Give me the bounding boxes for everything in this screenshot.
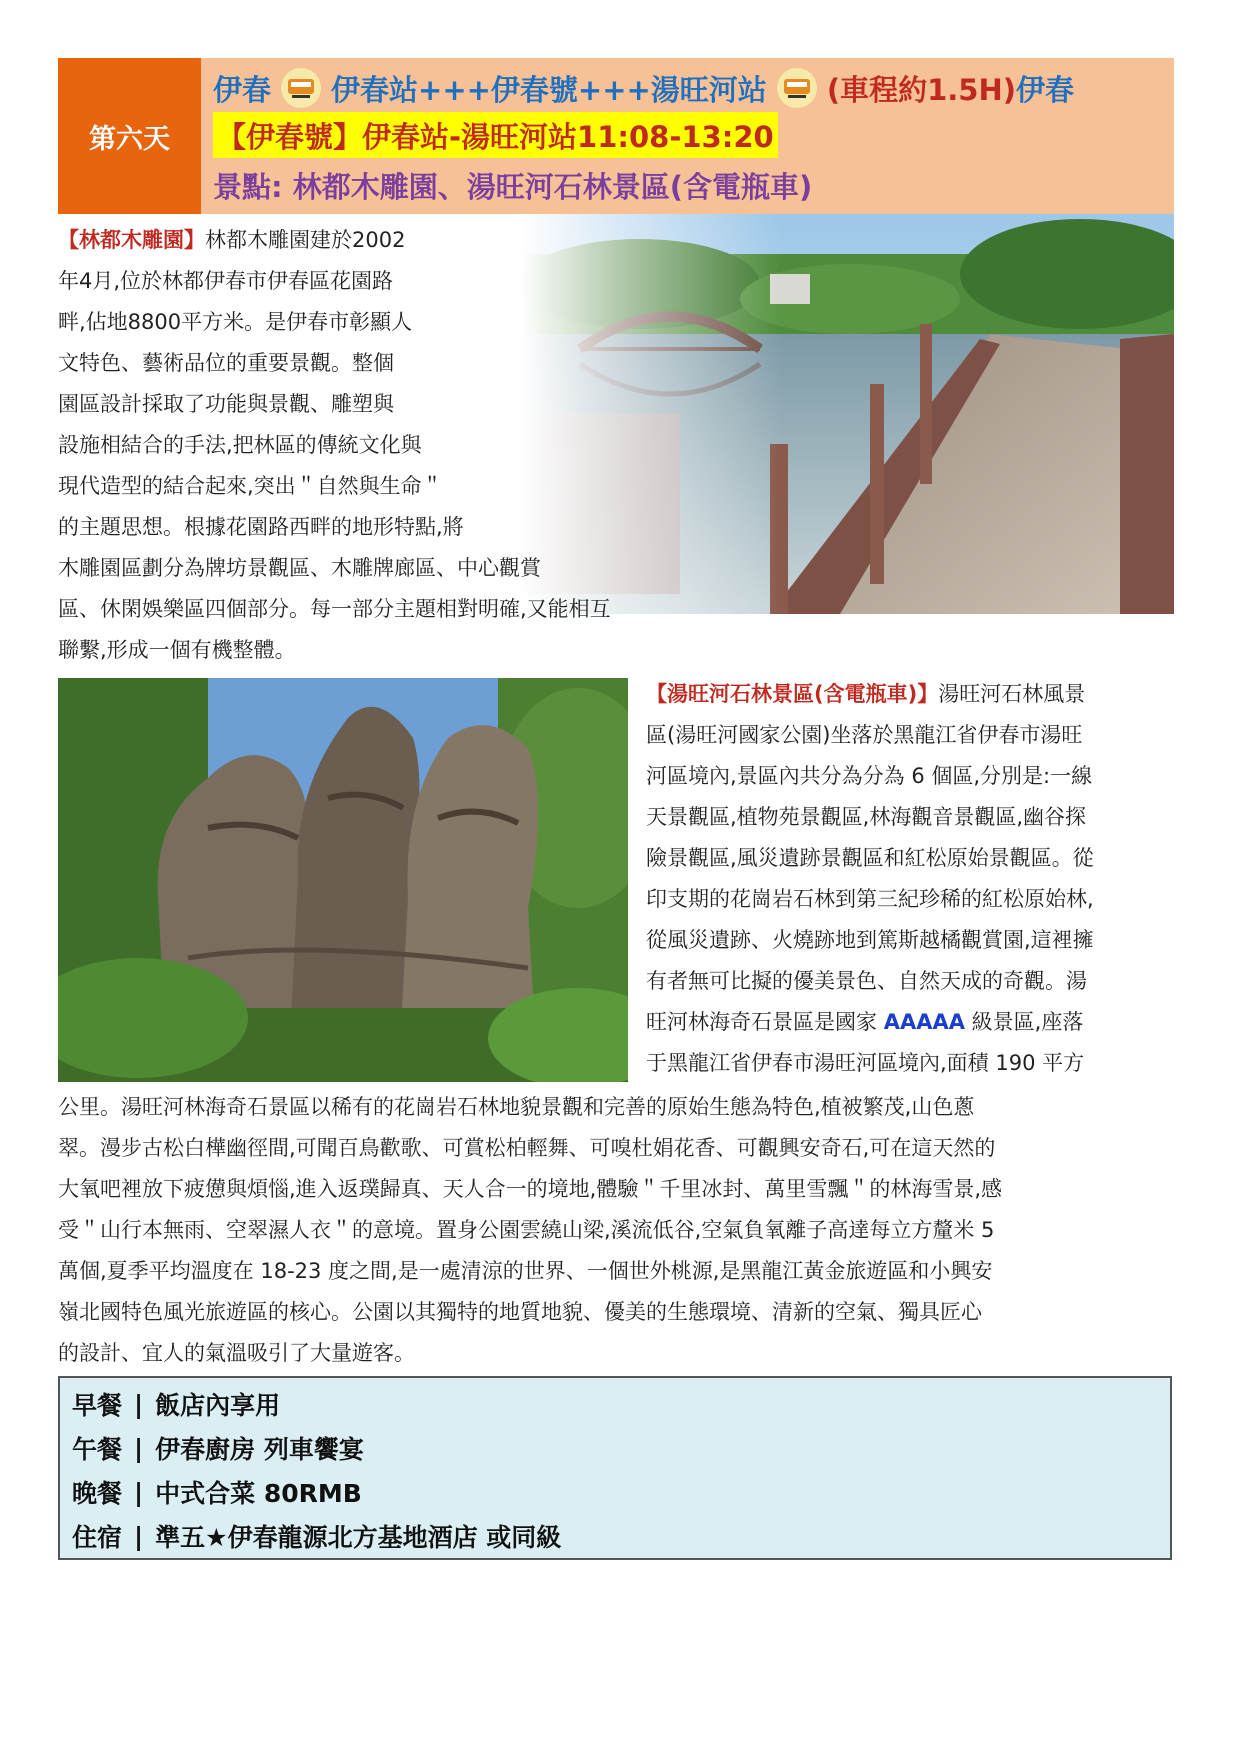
text-line: 大氧吧裡放下疲憊與煩惱,進入返璞歸真、天人合一的境地,體驗＂千里冰封、萬里雪飄＂的林海雪景,感 xyxy=(58,1177,1003,1201)
bus-icon xyxy=(777,68,817,108)
text-line: 聯繫,形成一個有機整體。 xyxy=(58,638,296,662)
text-line: 園區設計採取了功能與景觀、雕塑與 xyxy=(58,392,394,416)
text-line: 級景區,座落 xyxy=(971,1010,1084,1034)
route-from: 伊春 xyxy=(213,72,272,107)
text-line: 河區境內,景區內共分為分為 6 個區,分別是:一線 xyxy=(646,764,1093,788)
text-line: 區、休閑娛樂區四個部分。每一部分主題相對明確,又能相互 xyxy=(58,597,611,621)
text-line: 萬個,夏季平均溫度在 18-23 度之間,是一處清涼的世界、一個世外桃源,是黑龍江黃金旅遊區和小興安 xyxy=(58,1259,993,1283)
route-duration: (車程約1.5H) xyxy=(826,72,1016,107)
meal-label: 早餐 xyxy=(72,1391,123,1420)
meal-row-lunch xyxy=(72,1426,364,1470)
text-line: 的設計、宜人的氣溫吸引了大量遊客。 xyxy=(58,1341,415,1365)
day-label: 第六天 xyxy=(58,58,201,214)
text-line: 現代造型的結合起來,突出＂自然與生命＂ xyxy=(58,474,443,498)
text-line: 公里。湯旺河林海奇石景區以稀有的花崗岩石林地貌景觀和完善的原始生態為特色,植被繁茂,山色蔥 xyxy=(58,1095,975,1119)
meal-value: 中式合菜 80RMB xyxy=(155,1479,362,1508)
text-line: 設施相結合的手法,把林區的傳統文化與 xyxy=(58,433,422,457)
scenic-grade: AAAAA xyxy=(883,1010,965,1034)
text-line: 木雕園區劃分為牌坊景觀區、木雕牌廊區、中心觀賞 xyxy=(58,556,541,580)
meal-value: 準五★伊春龍源北方基地酒店 或同級 xyxy=(155,1523,562,1552)
meal-label: 住宿 xyxy=(72,1523,123,1552)
meal-separator: | xyxy=(134,1521,144,1551)
section-title: 【林都木雕園】 xyxy=(58,228,205,252)
meal-value: 飯店內享用 xyxy=(155,1391,281,1420)
route-middle: 伊春站+++伊春號+++湯旺河站 xyxy=(331,72,767,107)
meals-box xyxy=(58,1376,1172,1560)
route-to: 伊春 xyxy=(1015,72,1074,107)
text-line: 翠。漫步古松白樺幽徑間,可聞百鳥歡歌、可賞松柏輕舞、可嗅杜娟花香、可觀興安奇石,可在這天然的 xyxy=(58,1136,996,1160)
text-line: 湯旺河石林風景 xyxy=(938,682,1086,706)
text-line: 文特色、藝術品位的重要景觀。整個 xyxy=(58,351,394,375)
meal-row-dinner xyxy=(72,1470,362,1514)
text-line: 林都木雕園建於2002 xyxy=(205,228,406,252)
day-info xyxy=(201,58,1174,214)
text-line: 的主題思想。根據花園路西畔的地形特點,將 xyxy=(58,515,464,539)
meal-separator: | xyxy=(134,1477,144,1507)
meal-row-hotel xyxy=(72,1514,561,1558)
text-line: 險景觀區,風災遺跡景觀區和紅松原始景觀區。從 xyxy=(646,846,1094,870)
text-line: 天景觀區,植物苑景觀區,林海觀音景觀區,幽谷探 xyxy=(646,805,1087,829)
meal-label: 晚餐 xyxy=(72,1479,123,1508)
section-lindu-wood-carving-park xyxy=(58,220,718,671)
text-line: 嶺北國特色風光旅遊區的核心。公園以其獨特的地質地貌、優美的生態環境、清新的空氣、獨具匠心 xyxy=(58,1300,982,1324)
meal-separator: | xyxy=(134,1433,144,1463)
section-tangwanghe-stone-forest xyxy=(646,674,1171,1084)
text-line: 旺河林海奇石景區是國家 xyxy=(646,1010,877,1034)
meal-separator: | xyxy=(134,1389,144,1419)
meal-label: 午餐 xyxy=(72,1435,123,1464)
stone-forest-photo xyxy=(58,678,628,1082)
section-title: 【湯旺河石林景區(含電瓶車)】 xyxy=(646,682,939,706)
bus-icon xyxy=(281,68,321,108)
meal-row-breakfast xyxy=(72,1382,280,1426)
text-line: 年4月,位於林都伊春市伊春區花園路 xyxy=(58,269,394,293)
text-line: 畔,佔地8800平方米。是伊春市彰顯人 xyxy=(58,310,413,334)
text-line: 于黑龍江省伊春市湯旺河區境內,面積 190 平方 xyxy=(646,1051,1085,1075)
text-line: 從風災遺跡、火燒跡地到篤斯越橘觀賞園,這裡擁 xyxy=(646,928,1094,952)
section-tangwanghe-continuation xyxy=(58,1087,1174,1374)
train-schedule: 【伊春號】伊春站-湯旺河站11:08-13:20 xyxy=(213,112,778,158)
text-line: 有者無可比擬的優美景色、自然天成的奇觀。湯 xyxy=(646,969,1087,993)
text-line: 受＂山行本無雨、空翠濕人衣＂的意境。置身公園雲繞山梁,溪流低谷,空氣負氧離子高達每立方釐米 5 xyxy=(58,1218,995,1242)
meal-value: 伊春廚房 列車饗宴 xyxy=(155,1435,364,1464)
day-header xyxy=(58,58,1174,214)
text-line: 區(湯旺河國家公園)坐落於黑龍江省伊春市湯旺 xyxy=(646,723,1083,747)
route-line xyxy=(213,66,1164,110)
sights-line: 景點: 林都木雕園、湯旺河石林景區(含電瓶車) xyxy=(213,169,813,204)
text-line: 印支期的花崗岩石林到第三紀珍稀的紅松原始林, xyxy=(646,887,1094,911)
